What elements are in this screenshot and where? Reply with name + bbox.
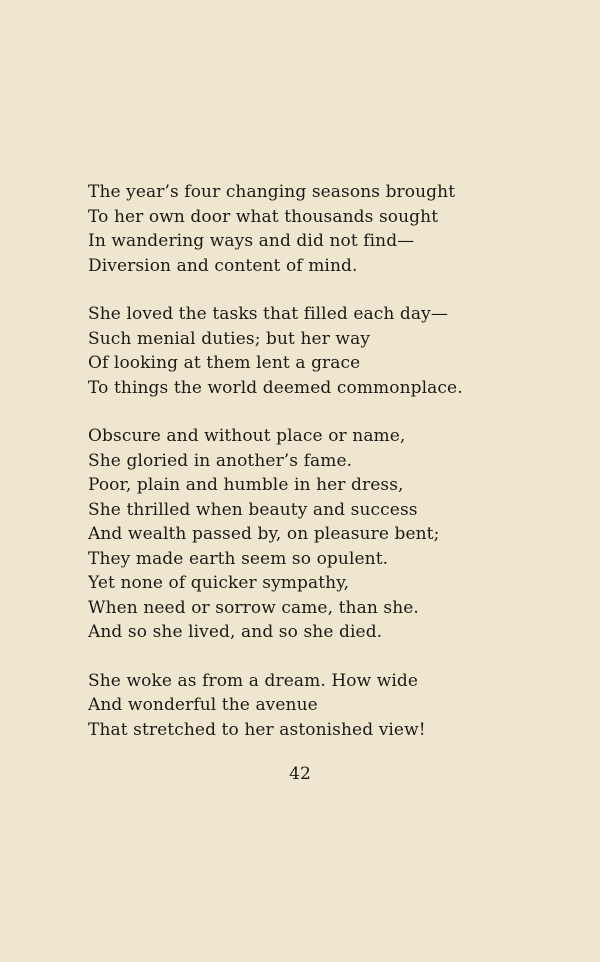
poem bbox=[88, 180, 578, 742]
poem-line: She gloried in another’s fame. bbox=[88, 450, 353, 471]
poem-line: And so she lived, and so she died. bbox=[88, 622, 383, 642]
poem-line: She thrilled when beauty and success bbox=[88, 499, 418, 520]
stanza bbox=[88, 424, 578, 645]
poem-line: Of looking at them lent a grace bbox=[88, 353, 361, 373]
stanza bbox=[88, 669, 578, 743]
stanza bbox=[88, 302, 578, 400]
poem-line: To things the world deemed commonplace. bbox=[88, 377, 463, 398]
poem-line: And wealth passed by, on pleasure bent; bbox=[88, 524, 440, 544]
poem-line: To her own door what thousands sought bbox=[88, 206, 439, 227]
poem-line: They made earth seem so opulent. bbox=[88, 548, 389, 569]
poem-line: And wonderful the avenue bbox=[88, 695, 318, 715]
poem-line: In wandering ways and did not find— bbox=[88, 231, 415, 251]
poem-line: Obscure and without place or name, bbox=[88, 426, 406, 446]
poem-line: Poor, plain and humble in her dress, bbox=[88, 475, 404, 495]
poem-line: She woke as from a dream. How wide bbox=[88, 670, 419, 691]
poem-line: Diversion and content of mind. bbox=[88, 255, 358, 276]
poem-line: Such menial duties; but her way bbox=[88, 328, 371, 349]
page-number: 42 bbox=[289, 764, 311, 784]
poem-line: Yet none of quicker sympathy, bbox=[88, 573, 350, 593]
poem-line: When need or sorrow came, than she. bbox=[88, 597, 419, 618]
poem-line: That stretched to her astonished view! bbox=[88, 719, 426, 740]
poem-line: The year’s four changing seasons brought bbox=[88, 182, 456, 202]
stanza bbox=[88, 180, 578, 278]
poem-line: She loved the tasks that filled each day— bbox=[88, 304, 448, 324]
